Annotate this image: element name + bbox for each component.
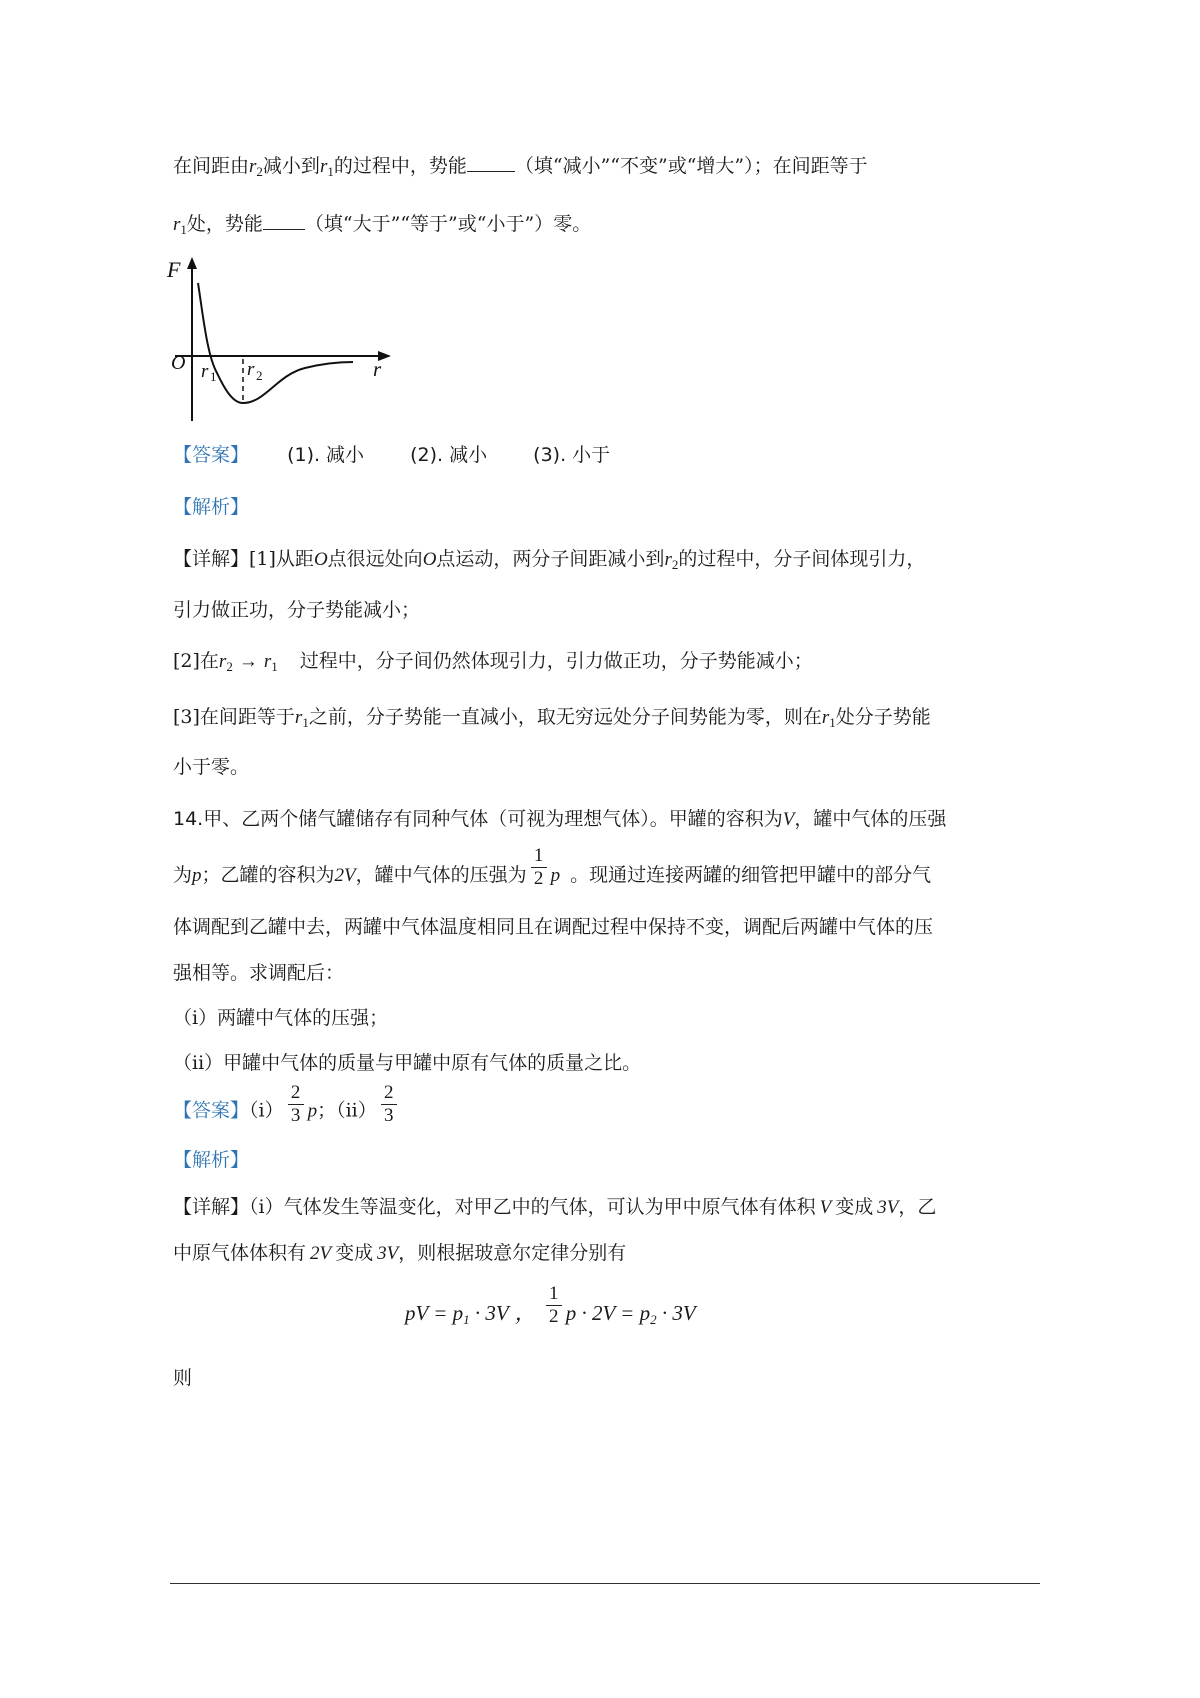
q14-detail-2: 中原气体体积有 2V 变成 3V，则根据玻意尔定律分别有 <box>173 1242 627 1264</box>
q14-sub-question-1: （i）两罐中气体的压强； <box>173 1007 389 1029</box>
boyle-law-equation: pV = $p_1 \cdot 3V$ ， $\frac{1}{2}$ $p \cdot 2V = p_2 \cdot 3V$ <box>405 1282 696 1327</box>
footer-rule <box>170 1583 1040 1584</box>
graph-label-O: O <box>171 352 186 374</box>
fraction-two-thirds-ratio: $\frac{2}{3}$ <box>381 1082 397 1127</box>
fraction-half: $\frac{1}{2}$ <box>531 845 547 890</box>
q13-detail-3-cont: 小于零。 <box>173 756 250 778</box>
q13-detail-1-cont: 引力做正功，分子势能减小； <box>173 599 421 621</box>
q13-analysis-tag: 【解析】 <box>173 496 250 518</box>
fill-blank-2 <box>263 211 305 230</box>
graph-label-r2-sub: 2 <box>256 368 263 383</box>
graph-label-r1-sub: 1 <box>210 369 217 384</box>
q13-text-line-2: $r_1$处，势能 （填“大于”“等于”或“小于”）零。 <box>173 213 592 237</box>
fill-blank-1 <box>467 153 515 172</box>
q13-answer <box>173 442 610 468</box>
answer-2: (2). 减小 <box>410 444 488 466</box>
q14-sub-question-2: （ii）甲罐中气体的质量与甲罐中原有气体的质量之比。 <box>173 1052 642 1074</box>
q14-text-line-2: 为p；乙罐的容积为2V，罐中气体的压强为 $\frac{1}{2}$ p 。现通过连接两罐的细管把甲罐中的部分气 <box>173 844 932 889</box>
graph-label-r2: r <box>247 359 255 380</box>
force-distance-graph <box>165 255 405 430</box>
fraction-half-eq: $\frac{1}{2}$ <box>546 1283 562 1328</box>
q14-analysis-tag: 【解析】 <box>173 1149 250 1171</box>
question-number: 14. <box>173 808 204 830</box>
graph-label-r1: r <box>201 361 209 382</box>
graph-label-r: r <box>373 357 382 381</box>
q13-text-line-1: 在间距由$r_2$减小到$r_1$的过程中，势能 （填“减小”“不变”或“增大”）；在间距等于 <box>173 155 868 179</box>
graph-label-F: F <box>167 257 181 282</box>
q14-text-line-4: 强相等。求调配后： <box>173 962 345 984</box>
then-label: 则 <box>173 1367 193 1389</box>
q14-detail-1: 【详解】（i）气体发生等温变化，对甲乙中的气体，可认为甲中原气体有体积 V 变成 3V，乙 <box>173 1196 937 1218</box>
answer-tag: 【答案】 <box>173 444 250 466</box>
answer-1: (1). 减小 <box>287 444 365 466</box>
q14-answer: 【答案】（i） $\frac{2}{3}$ p；（ii） $\frac{2}{3}$ <box>173 1096 401 1127</box>
q14-text-line-3: 体调配到乙罐中去，两罐中气体温度相同且在调配过程中保持不变，调配后两罐中气体的压 <box>173 916 934 938</box>
q13-detail-1: 【详解】[1]从距O点很远处向O点运动，两分子间距减小到$r_2$的过程中，分子间体现引力， <box>173 548 926 572</box>
answer-3: (3). 小于 <box>533 444 611 466</box>
q13-detail-2: [2]在$r_2 \to r_1$ 过程中，分子间仍然体现引力，引力做正功，分子势能减小； <box>173 650 813 674</box>
q13-detail-3: [3]在间距等于$r_1$之前，分子势能一直减小，取无穷远处分子间势能为零，则在$r_1$处分子势能 <box>173 706 931 730</box>
fraction-two-thirds: $\frac{2}{3}$ <box>288 1082 304 1127</box>
q14-text-line-1: 14.甲、乙两个储气罐储存有同种气体（可视为理想气体）。甲罐的容积为V，罐中气体的压强 <box>173 808 947 830</box>
